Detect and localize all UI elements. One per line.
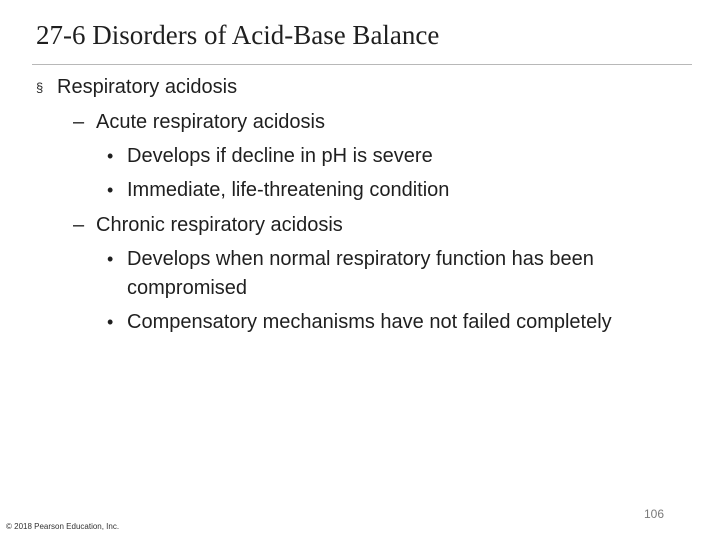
dot-bullet-icon: •	[107, 180, 114, 200]
bullet-list	[0, 73, 720, 337]
dash-bullet-icon: –	[73, 111, 85, 133]
dash-bullet-icon: –	[73, 214, 85, 236]
page-number: 106	[643, 507, 664, 521]
bullet-item-develops-if-decline	[0, 142, 720, 171]
bullet-text: Chronic respiratory acidosis	[96, 214, 343, 236]
bullet-item-acute-respiratory-acidosis	[0, 108, 720, 137]
title-divider	[32, 64, 692, 65]
bullet-text: Acute respiratory acidosis	[96, 111, 325, 133]
square-bullet-icon: §	[36, 80, 44, 95]
bullet-text: Compensatory mechanisms have not failed completely	[127, 311, 612, 333]
bullet-item-immediate-condition	[0, 176, 720, 205]
bullet-item-develops-when-compromised	[0, 245, 720, 303]
copyright-notice: © 2018 Pearson Education, Inc.	[6, 522, 120, 531]
bullet-item-compensatory-mechanisms	[0, 308, 720, 337]
dot-bullet-icon: •	[107, 249, 114, 269]
bullet-item-respiratory-acidosis	[0, 73, 720, 102]
bullet-text: Develops when normal respiratory function has been compromised	[127, 248, 594, 299]
bullet-text: Immediate, life-threatening condition	[127, 179, 450, 201]
slide-title: 27-6 Disorders of Acid-Base Balance	[36, 20, 440, 50]
bullet-text: Develops if decline in pH is severe	[127, 145, 433, 167]
bullet-item-chronic-respiratory-acidosis	[0, 211, 720, 240]
dot-bullet-icon: •	[107, 312, 114, 332]
bullet-text: Respiratory acidosis	[57, 76, 238, 98]
dot-bullet-icon: •	[107, 146, 114, 166]
